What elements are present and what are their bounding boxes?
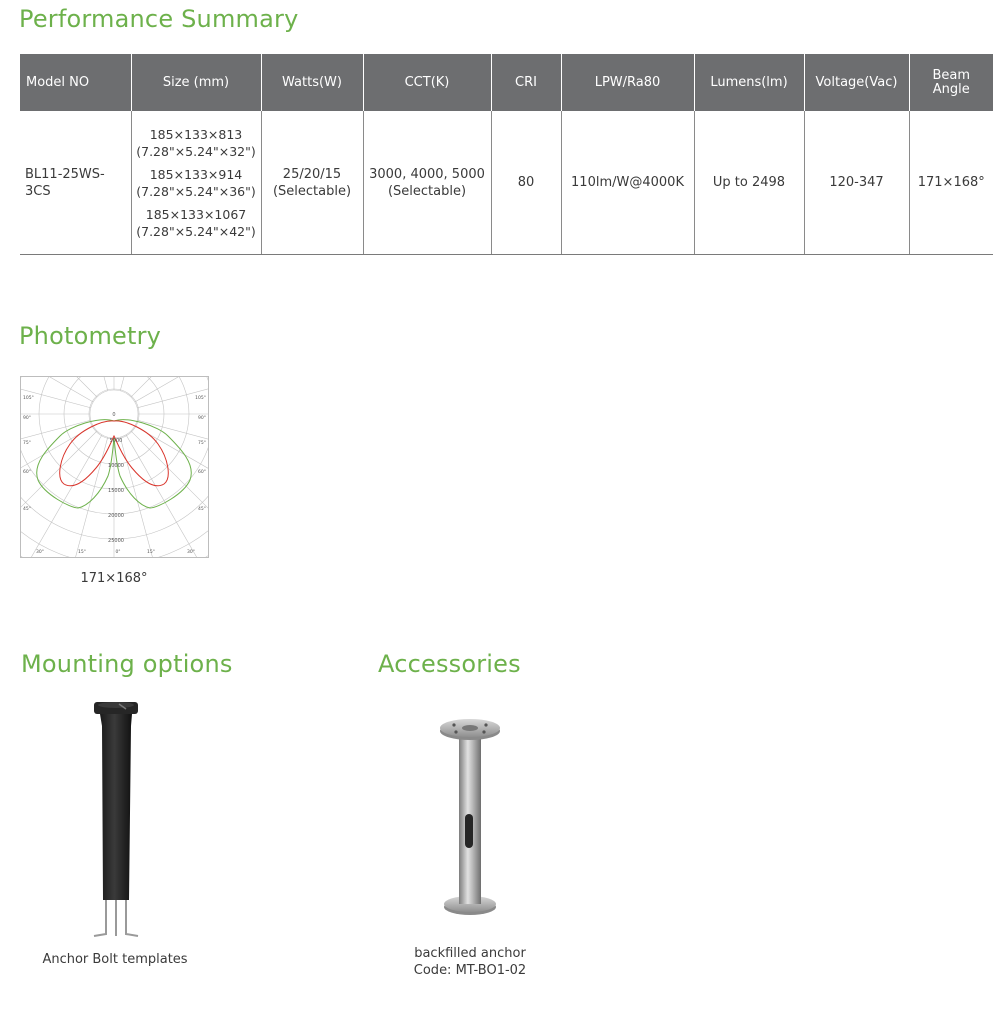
accessories-title: Accessories — [378, 650, 521, 678]
mounting-options-title: Mounting options — [21, 650, 233, 678]
cell-voltage: 120-347 — [804, 111, 909, 255]
cell-cri: 80 — [491, 111, 561, 255]
header-beam-line1: Beam — [932, 67, 971, 83]
angle-label-right: 90° — [198, 416, 206, 421]
accessory-name: backfilled anchor — [414, 946, 526, 961]
photometry-title: Photometry — [19, 322, 162, 350]
bottom-angle-label: 15° — [78, 550, 86, 555]
header-beam-angle — [909, 54, 993, 111]
header-watts: Watts(W) — [261, 54, 363, 111]
cct-line2: (Selectable) — [387, 183, 467, 199]
cell-cct — [363, 111, 491, 255]
accessory-code: Code: MT-BO1-02 — [413, 963, 527, 978]
photometry-caption: 171×168° — [80, 571, 148, 586]
watts-line1: 25/20/15 — [282, 166, 342, 182]
size-3-mm: 185×133×1067 — [145, 206, 247, 222]
header-cri: CRI — [491, 54, 561, 111]
radial-label: 20000 — [108, 513, 124, 519]
radial-label: 0 — [112, 412, 116, 418]
accessories-item-label — [380, 945, 560, 979]
header-beam-line2: Angle — [932, 81, 970, 97]
radial-label: 15000 — [108, 488, 124, 494]
table-row — [20, 111, 993, 255]
cell-watts — [261, 111, 363, 255]
backfilled-anchor-image — [436, 714, 504, 920]
bottom-angle-label: 30° — [36, 550, 44, 555]
anchor-bolt-template-image — [86, 700, 146, 940]
cell-lpw: 110lm/W@4000K — [561, 111, 694, 255]
size-2-mm: 185×133×914 — [149, 166, 243, 182]
angle-label-right: 75° — [198, 441, 206, 446]
angle-label-left: 60° — [23, 470, 31, 475]
angle-label-right: 60° — [198, 470, 206, 475]
table-header-row — [20, 54, 993, 111]
cell-beam: 171×168° — [909, 111, 993, 255]
size-3-inch: (7.28"×5.24"×42") — [136, 223, 256, 239]
header-lumens: Lumens(lm) — [694, 54, 804, 111]
cell-model: BL11-25WS-3CS — [20, 111, 131, 255]
cell-lumens: Up to 2498 — [694, 111, 804, 255]
header-size: Size (mm) — [131, 54, 261, 111]
header-cct: CCT(K) — [363, 54, 491, 111]
radial-label: 5000 — [109, 438, 123, 444]
angle-label-left: 90° — [23, 416, 31, 421]
angle-label-left: 75° — [23, 441, 31, 446]
header-lpw: LPW/Ra80 — [561, 54, 694, 111]
bottom-angle-label: 30° — [187, 550, 195, 555]
bottom-angle-label: 15° — [147, 550, 155, 555]
angle-label-left: 45° — [23, 507, 31, 512]
performance-table — [20, 54, 993, 255]
radial-label: 25000 — [108, 538, 124, 544]
cct-line1: 3000, 4000, 5000 — [369, 166, 485, 182]
size-1-inch: (7.28"×5.24"×32") — [136, 143, 256, 159]
angle-label-right: 105° — [195, 396, 206, 401]
watts-line2: (Selectable) — [272, 183, 352, 199]
polar-photometric-diagram — [20, 376, 209, 558]
size-2-inch: (7.28"×5.24"×36") — [136, 183, 256, 199]
radial-label: 10000 — [108, 463, 124, 469]
angle-label-left: 105° — [23, 396, 34, 401]
angle-label-right: 45° — [198, 507, 206, 512]
mounting-item-label: Anchor Bolt templates — [42, 952, 188, 967]
performance-summary-title: Performance Summary — [19, 5, 299, 33]
header-voltage: Voltage(Vac) — [804, 54, 909, 111]
size-1-mm: 185×133×813 — [149, 126, 243, 142]
cell-size — [131, 111, 261, 255]
bottom-angle-label: 0° — [115, 550, 121, 555]
header-model: Model NO — [20, 54, 131, 111]
